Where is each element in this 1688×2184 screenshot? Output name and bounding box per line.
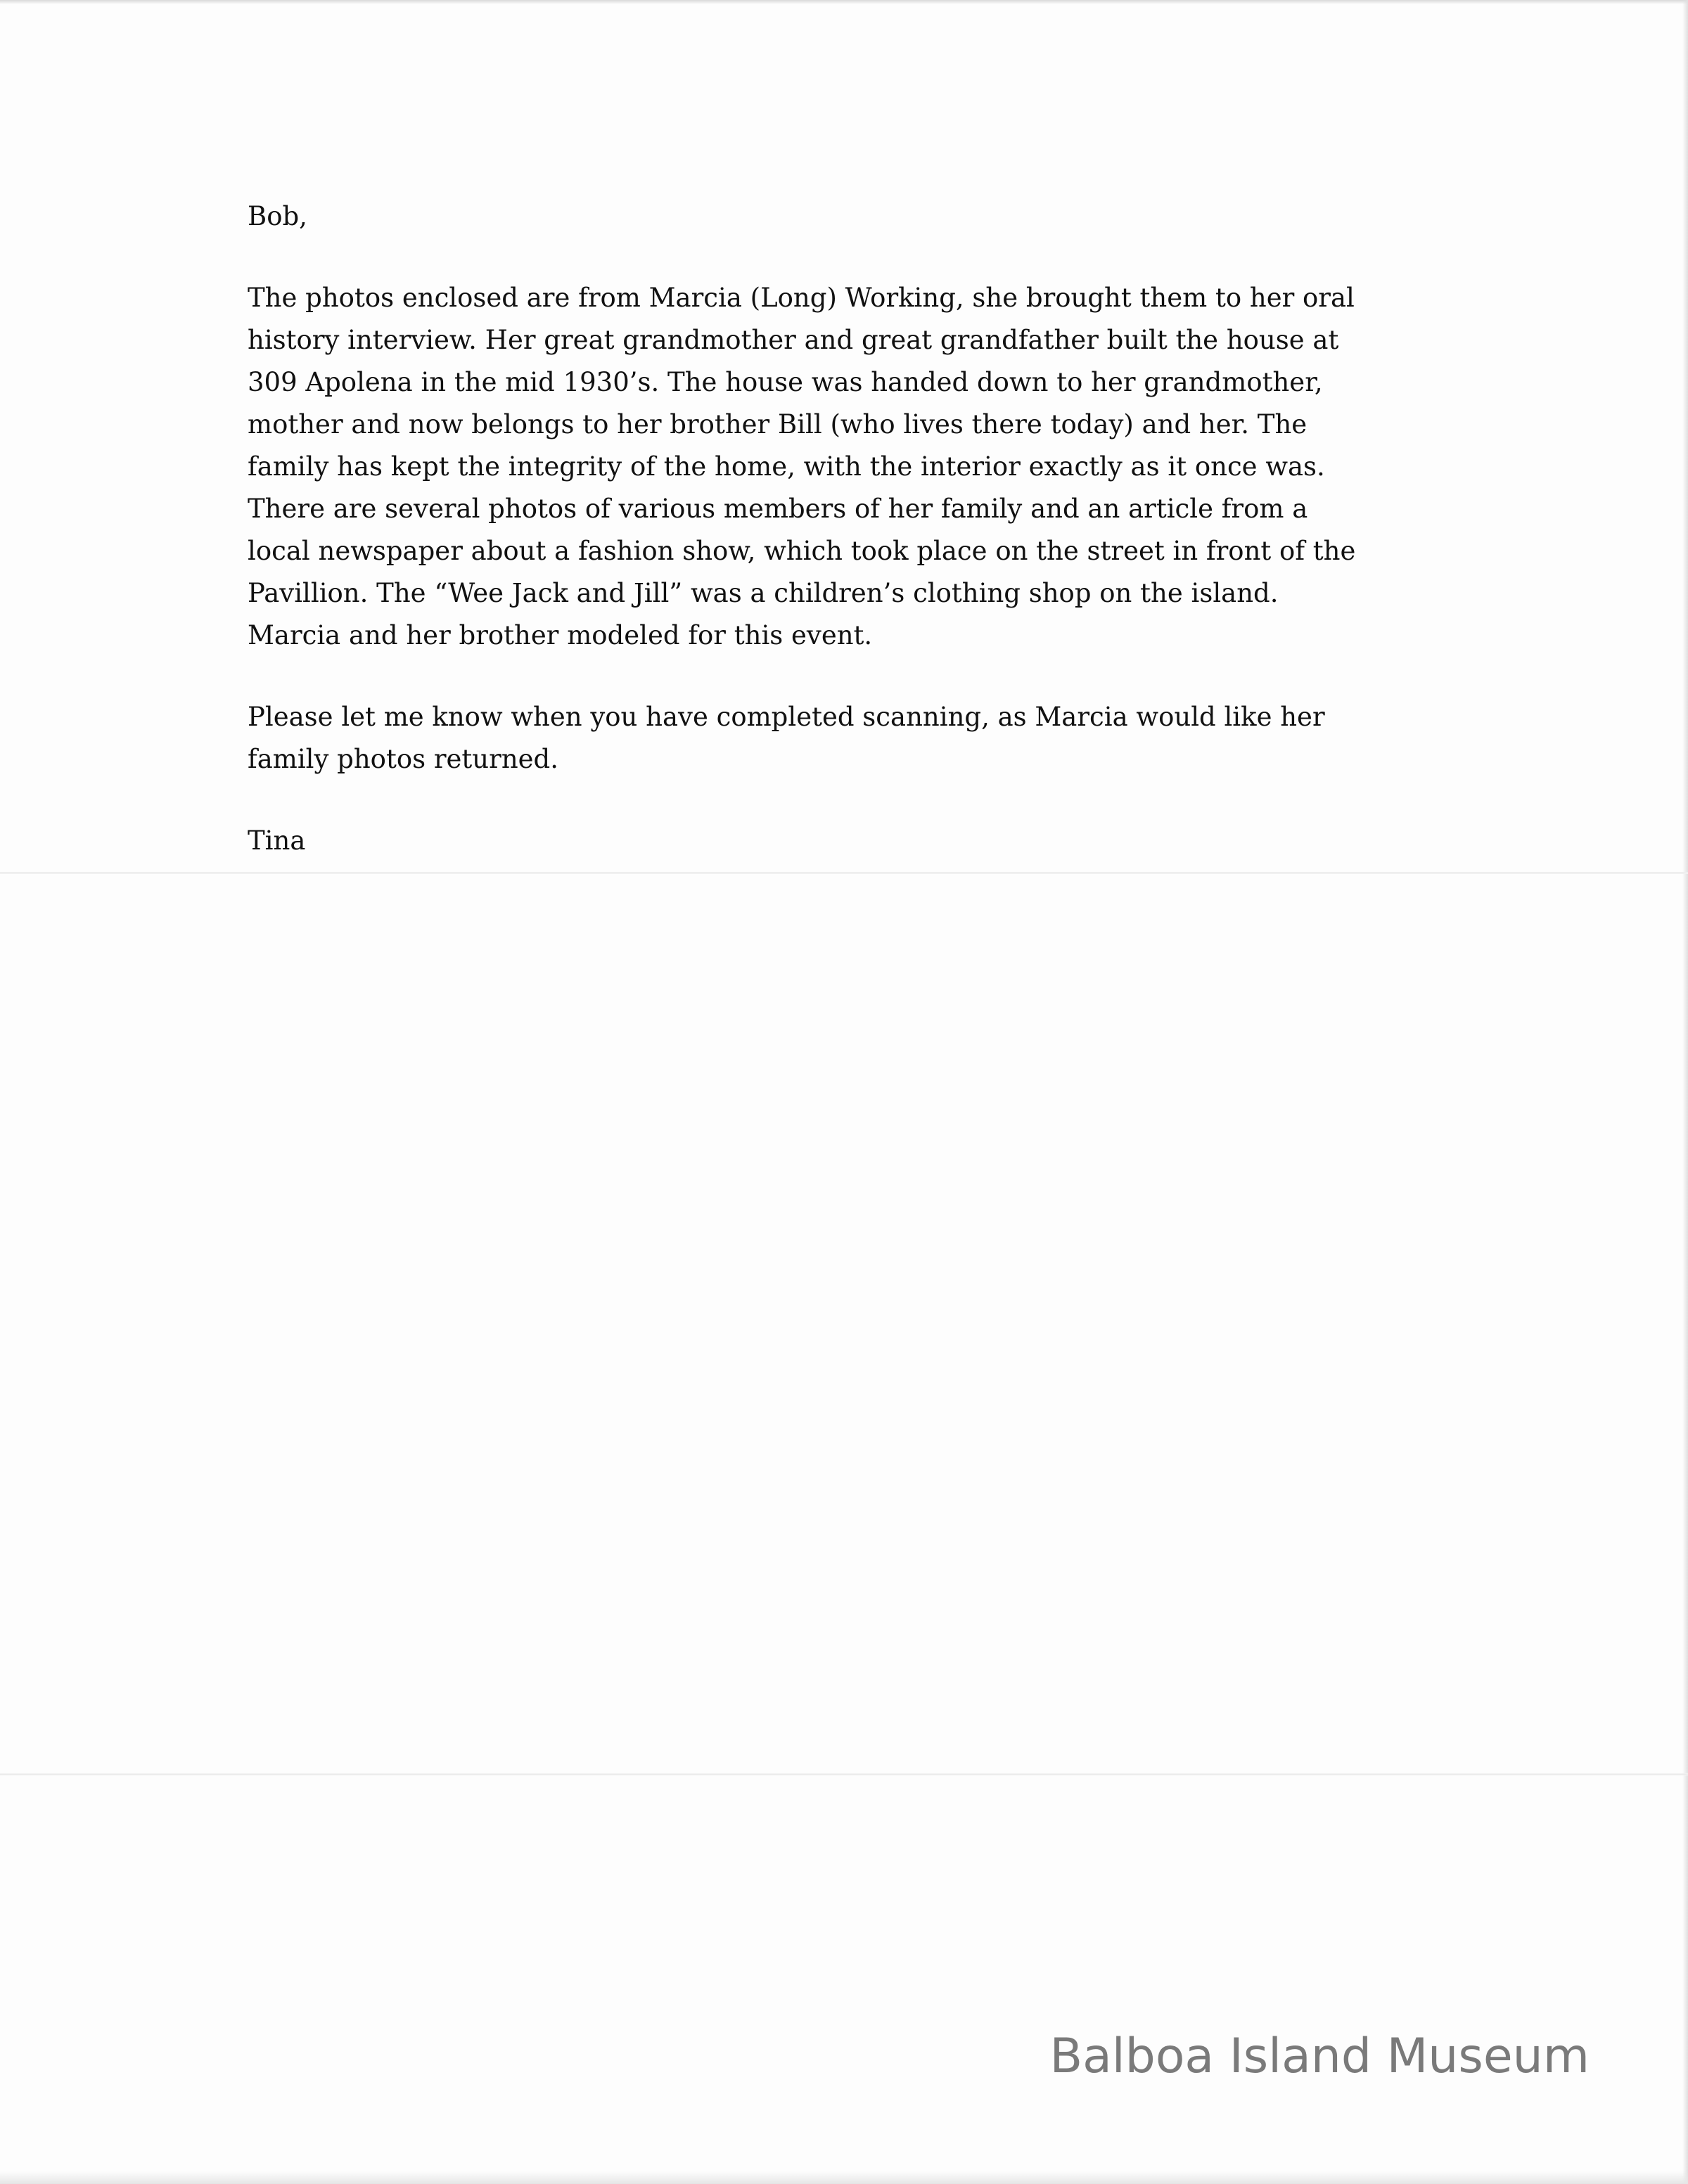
text-line: There are several photos of various members of her family and an article from a <box>248 494 1308 524</box>
text-line: Pavillion. The “Wee Jack and Jill” was a children’s clothing shop on the island. <box>248 578 1279 608</box>
scan-edge-top <box>0 0 1688 4</box>
text-line: 309 Apolena in the mid 1930’s. The house was handed down to her grandmother, <box>248 367 1323 397</box>
paragraph-return-request <box>248 696 1443 781</box>
paper-fold-line <box>0 1773 1688 1775</box>
signature: Tina <box>248 826 306 856</box>
scan-edge-right <box>1682 0 1688 2184</box>
text-line: family photos returned. <box>248 744 558 774</box>
letter-body <box>248 195 1443 862</box>
scan-edge-bottom <box>0 2171 1688 2184</box>
text-line: history interview. Her great grandmother and great grandfather built the house at <box>248 325 1339 355</box>
salutation: Bob, <box>248 201 307 231</box>
paper-fold-line <box>0 872 1688 874</box>
text-line: Marcia and her brother modeled for this event. <box>248 620 873 650</box>
text-line: local newspaper about a fashion show, which took place on the street in front of the <box>248 536 1356 566</box>
paragraph-photos-description <box>248 277 1443 657</box>
museum-watermark: Balboa Island Museum <box>1049 2029 1590 2084</box>
text-line: mother and now belongs to her brother Bill (who lives there today) and her. The <box>248 409 1307 439</box>
text-line: The photos enclosed are from Marcia (Long) Working, she brought them to her oral <box>248 283 1355 313</box>
text-line: family has kept the integrity of the home, with the interior exactly as it once was. <box>248 451 1325 482</box>
text-line: Please let me know when you have completed scanning, as Marcia would like her <box>248 702 1325 732</box>
